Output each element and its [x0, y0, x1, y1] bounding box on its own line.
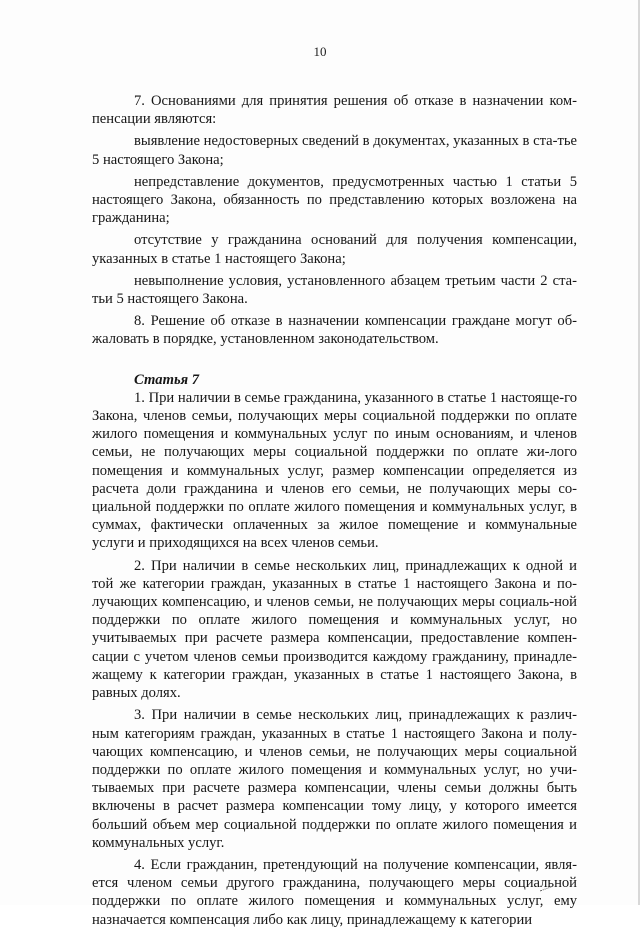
list-item-condition-not-met: невыполнение условия, установленного абзацем третьим части 2 ста-тьи 5 настоящего Закона. — [92, 272, 577, 308]
article-paragraph-4: 4. Если гражданин, претендующий на получение компенсации, явля-ется членом семьи другого гражданина, получающего меры социальной поддержки по оплате жилого помещения и коммунальных услуг, ему назначается компенсация либо как лицу, принадлежащему к категории — [92, 856, 577, 928]
article-heading: Статья 7 — [134, 371, 200, 388]
article-paragraph-3: 3. При наличии в семье нескольких лиц, принадлежащих к различ-ным категориям граждан, указанных в статье 1 настоящего Закона и полу-чающих компенсацию, и членов семьи, не получающих меры социальной поддержки по оплате жилого помещения и коммунальных услуг, но учи-тываемых при расчете размера компенсации, члены семьи должны быть включены в расчет размера компенсации тому лицу, у которого имеется больший объем мер социальной поддержки по оплате жилого помещения и коммунальных услуг. — [92, 707, 577, 851]
document-body — [92, 92, 577, 929]
list-item-no-grounds: отсутствие у гражданина оснований для получения компенсации, указанных в статье 1 настоящего Закона; — [92, 232, 577, 267]
article-paragraph-1: 1. При наличии в семье гражданина, указанного в статье 1 настояще-го Закона, членов семьи, получающих меры социальной поддержки по оплате жилого помещения и коммунальных услуг по иным основаниям, и членов семьи, не получающих меры социальной поддержки по оплате жи-лого помещения и коммунальных услуг, размер компенсации определяется из расчета доли гражданина и членов его семьи, не получающих меры со-циальной поддержки по оплате жилого помещения и коммунальных услуг, в суммах, фактически оплаченных за жилое помещение и коммунальные услуги и приходящихся на всех членов семьи. — [92, 389, 577, 552]
article-paragraph-2: 2. При наличии в семье нескольких лиц, принадлежащих к одной и той же категории граждан, указанных в статье 1 настоящего Закона и по-лучающих компенсацию, и членов семьи, не получающих меры социаль-ной поддержки по оплате жилого помещения и коммунальных услуг, но учитываемых при расчете размера компенсации, предоставление компен-сации с учетом членов семьи производится каждому гражданину, принадле-жащему к категории граждан, указанных в статье 1 настоящего Закона, в равных долях. — [92, 557, 577, 702]
list-item-missing-docs: непредставление документов, предусмотренных частью 1 статьи 5 настоящего Закона, обязанность по представлению которых возложена на гражданина; — [92, 173, 577, 227]
list-item-false-info: выявление недостоверных сведений в документах, указанных в ста-тье 5 настоящего Закона; — [92, 133, 577, 168]
paragraph-7: 7. Основаниями для принятия решения об отказе в назначении ком-пенсации являются: — [92, 93, 577, 128]
page-number: 10 — [313, 44, 327, 59]
paragraph-8: 8. Решение об отказе в назначении компенсации граждане могут об-жаловать в порядке, установленном законодательством. — [92, 313, 577, 348]
